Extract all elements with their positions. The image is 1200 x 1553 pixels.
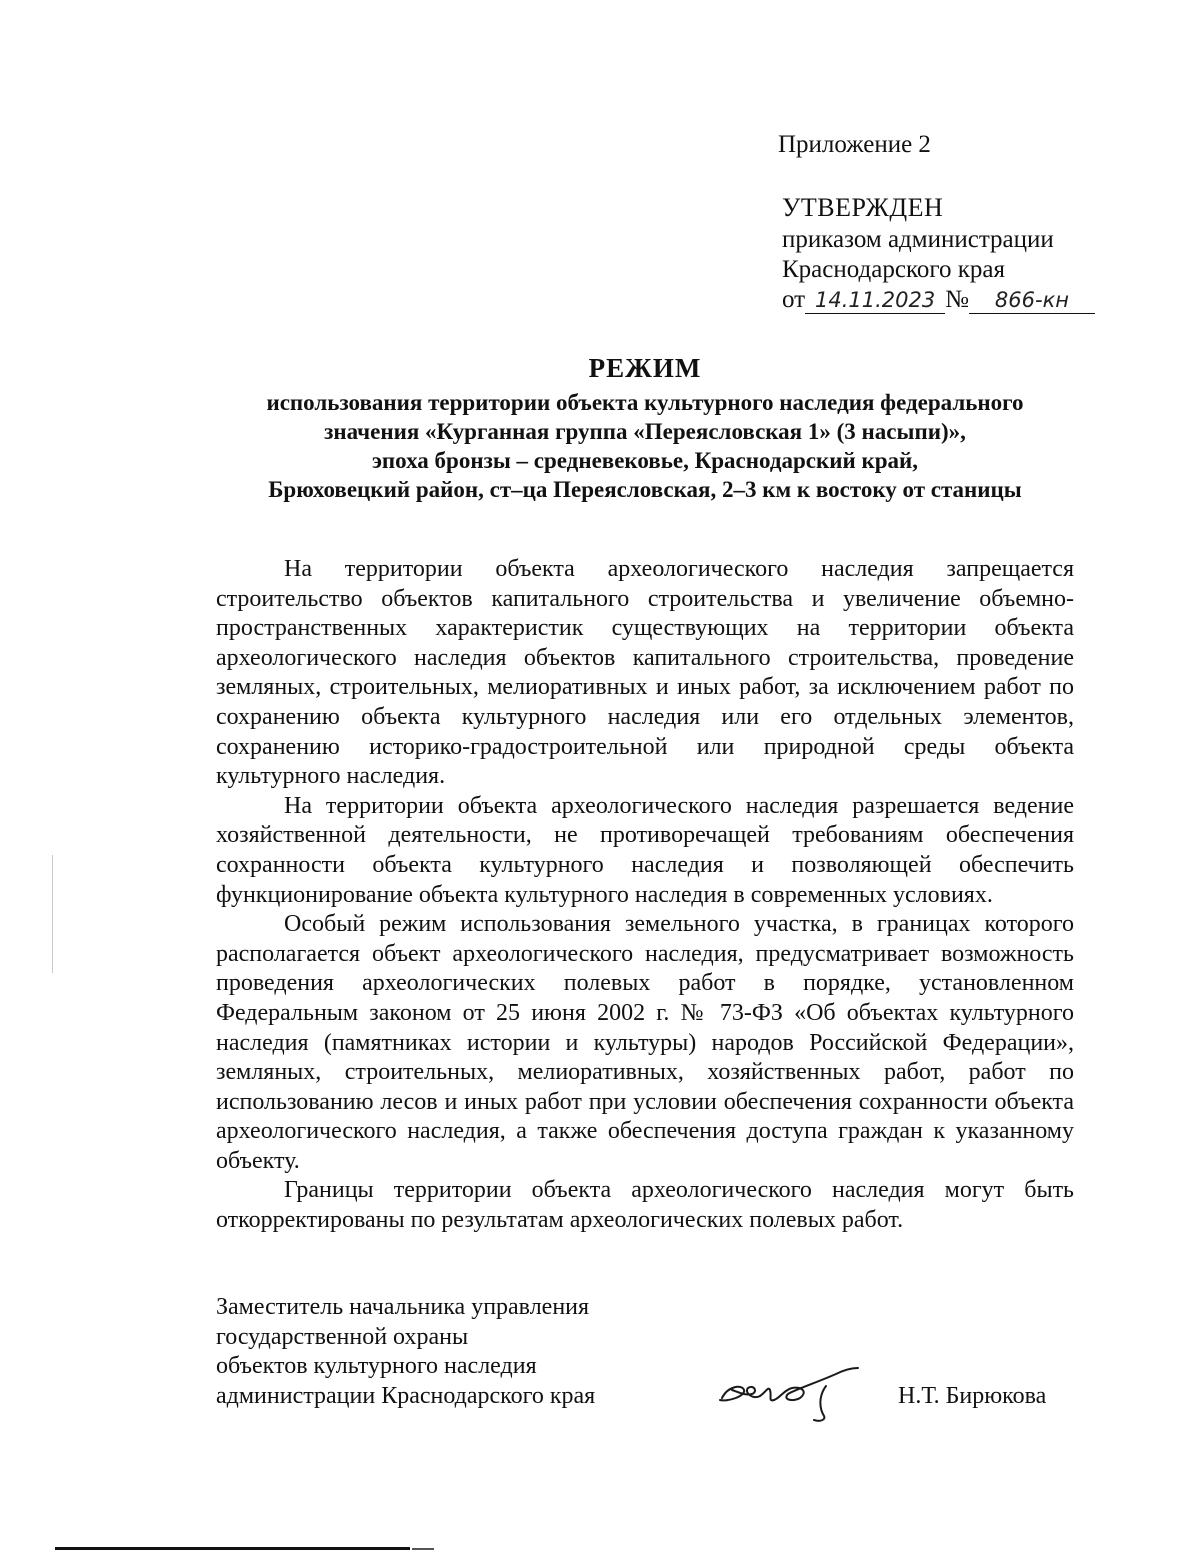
scan-artifact-bottom-bar xyxy=(55,1547,410,1550)
paragraph-special-regime: Особый режим использования земельного участка, в границах которого располагается объект археологического наследия, предусматривает возможность проведения археологических полевых работ в порядке, установленном Федеральным законом от 25 июня 2002 г. № 73-ФЗ «Об объектах культурного наследия (памятниках истории и культуры) народов Российской Федерации», земляных, строительных, мелиоративных, хозяйственных работ, работ по использованию лесов и иных работ при условии обеспечения сохранности объекта археологического наследия, а также обеспечения доступа граждан к указанному объекту. xyxy=(216,911,1074,1174)
approval-block xyxy=(782,193,1095,315)
scan-artifact-line xyxy=(52,855,53,973)
document-title xyxy=(200,352,1090,504)
handwritten-date: 14.11.2023 xyxy=(805,287,945,314)
position-line-3: объектов культурного наследия xyxy=(216,1353,537,1380)
title-line-3: эпоха бронзы – средневековье, Краснодарский край, xyxy=(371,448,919,473)
handwritten-signature xyxy=(708,1356,868,1426)
title-main: РЕЖИМ xyxy=(588,353,702,383)
handwritten-number: 866-кн xyxy=(969,287,1095,314)
title-line-1: использования территории объекта культурного наследия федерального xyxy=(266,390,1024,415)
number-prefix: № xyxy=(945,286,969,313)
scan-artifact-bottom-mark xyxy=(412,1548,434,1550)
order-line-1: приказом администрации xyxy=(782,226,1054,253)
paragraph-permitted-activity: На территории объекта археологического наследия разрешается ведение хозяйственной деятельности, не противоречащей требованиям обеспечения сохранности объекта культурного наследия и позволяющей обеспечить функционирование объекта культурного наследия в современных условиях. xyxy=(216,792,1074,908)
document-body xyxy=(216,555,1074,1236)
title-line-2: значения «Курганная группа «Переясловская 1» (3 насыпи)», xyxy=(324,419,966,444)
position-line-2: государственной охраны xyxy=(216,1323,469,1350)
order-date-line xyxy=(782,285,1095,315)
approved-label: УТВЕРЖДЕН xyxy=(782,193,944,222)
date-prefix: от xyxy=(782,286,806,313)
paragraph-prohibitions: На территории объекта археологического наследия запрещается строительство объектов капитального строительства и увеличение объемно-пространственных характеристик существующих на территории объекта археологического наследия объектов капитального строительства, проведение земляных, строительных, мелиоративных и иных работ, за исключением работ по сохранению объекта культурного наследия или его отдельных элементов, сохранению историко-градостроительной или природной среды объекта культурного наследия. xyxy=(216,556,1074,790)
signatory-position xyxy=(216,1293,595,1411)
position-line-4: администрации Краснодарского края xyxy=(216,1382,596,1409)
title-line-4: Брюховецкий район, ст–ца Переясловская, 2–3 км к востоку от станицы xyxy=(268,477,1022,502)
order-line-2: Краснодарского края xyxy=(782,256,1005,283)
signer-name: Н.Т. Бирюкова xyxy=(898,1383,1047,1409)
paragraph-boundaries: Границы территории объекта археологического наследия могут быть откорректированы по результатам археологических полевых работ. xyxy=(216,1177,1074,1234)
position-line-1: Заместитель начальника управления xyxy=(216,1294,590,1320)
appendix-label: Приложение 2 xyxy=(778,131,931,158)
